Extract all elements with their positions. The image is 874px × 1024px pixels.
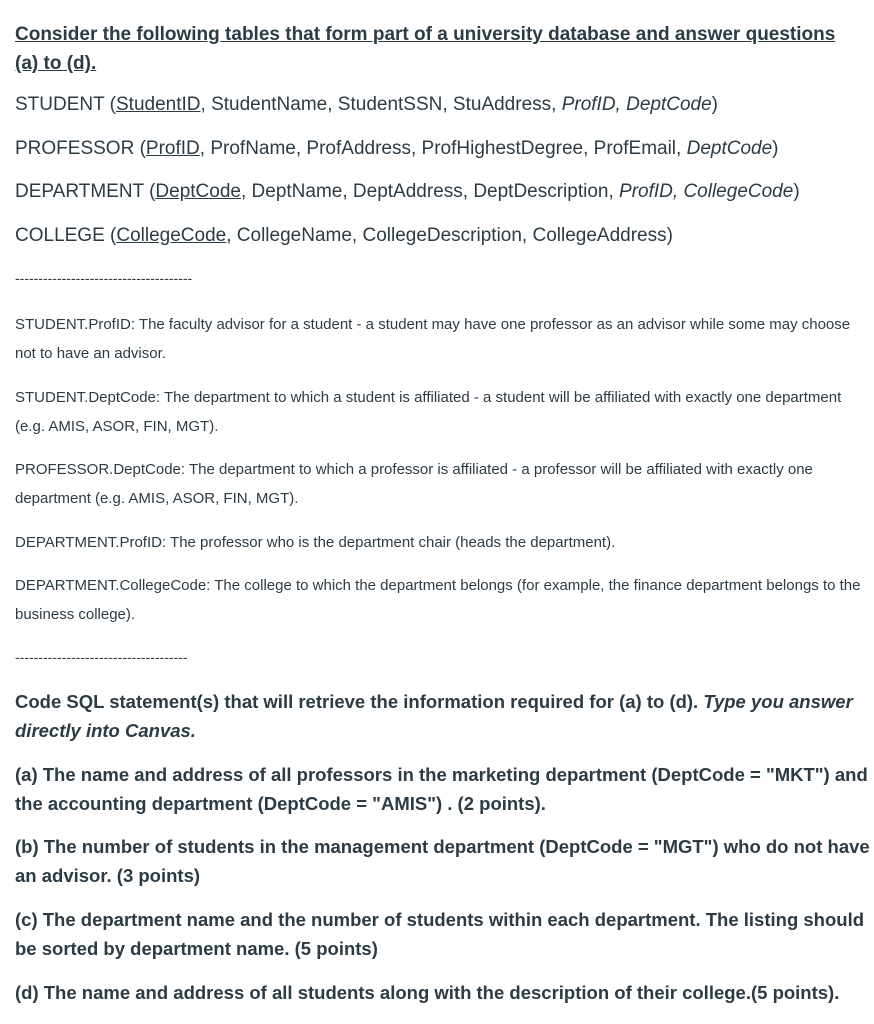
note-student-deptcode: STUDENT.DeptCode: The department to which a student is affiliated - a student will be affiliated with exactly one department (e.g. AMIS, ASOR, FIN, MGT). [15, 389, 842, 435]
note-student-profid: STUDENT.ProfID: The faculty advisor for a student - a student may have one professor as an advisor while some may choose not to have an advisor. [15, 316, 851, 362]
note-professor-deptcode: PROFESSOR.DeptCode: The department to which a professor is affiliated - a professor will be affiliated with exactly one department (e.g. AMIS, ASOR, FIN, MGT). [15, 461, 813, 507]
primary-key: DeptCode [155, 181, 241, 202]
table-student: STUDENT (StudentID, StudentName, StudentSSN, StuAddress, ProfID, DeptCode) [15, 94, 718, 115]
question-a: (a) The name and address of all professors in the marketing department (DeptCode = "MKT") and the accounting department (DeptCode = "AMIS") . (2 points). [15, 764, 868, 814]
table-professor: PROFESSOR (ProfID, ProfName, ProfAddress, ProfHighestDegree, ProfEmail, DeptCode) [15, 138, 779, 159]
intro-heading: Consider the following tables that form part of a university database and answer questions (a) to (d). [15, 24, 836, 74]
table-attributes: CollegeName, CollegeDescription, CollegeAddress [236, 225, 667, 246]
foreign-keys: ProfID, DeptCode [561, 94, 712, 115]
table-attributes: DeptName, DeptAddress, DeptDescription, [251, 181, 614, 202]
note-department-profid: DEPARTMENT.ProfID: The professor who is the department chair (heads the department). [15, 534, 616, 551]
separator: -------------------------------------- [15, 270, 193, 286]
table-attributes: StudentName, StudentSSN, StuAddress, [211, 94, 557, 115]
instruction-emphasis: Type you answer directly into Canvas. [15, 691, 853, 741]
table-name: PROFESSOR [15, 138, 135, 159]
instruction-main: Code SQL statement(s) that will retrieve the information required for (a) to (d). [15, 691, 699, 712]
table-college: COLLEGE (CollegeCode, CollegeName, CollegeDescription, CollegeAddress) [15, 225, 673, 246]
table-department: DEPARTMENT (DeptCode, DeptName, DeptAddress, DeptDescription, ProfID, CollegeCode) [15, 181, 800, 202]
table-name: STUDENT [15, 94, 105, 115]
table-name: COLLEGE [15, 225, 105, 246]
primary-key: ProfID [145, 138, 200, 159]
primary-key: StudentID [116, 94, 201, 115]
question-c: (c) The department name and the number of students within each department. The listing should be sorted by department name. (5 points) [15, 909, 865, 959]
foreign-keys: DeptCode [686, 138, 773, 159]
question-d: (d) The name and address of all students along with the description of their college.(5 points). [15, 982, 840, 1003]
note-department-collegecode: DEPARTMENT.CollegeCode: The college to which the department belongs (for example, the finance department belongs to the business college). [15, 577, 861, 623]
primary-key: CollegeCode [116, 225, 227, 246]
instruction [15, 687, 870, 745]
table-name: DEPARTMENT [15, 181, 144, 202]
table-attributes: ProfName, ProfAddress, ProfHighestDegree, ProfEmail, [210, 138, 682, 159]
separator: ------------------------------------- [15, 649, 188, 665]
foreign-keys: ProfID, CollegeCode [619, 181, 794, 202]
question-b: (b) The number of students in the management department (DeptCode = "MGT") who do not have an advisor. (3 points) [15, 836, 870, 886]
